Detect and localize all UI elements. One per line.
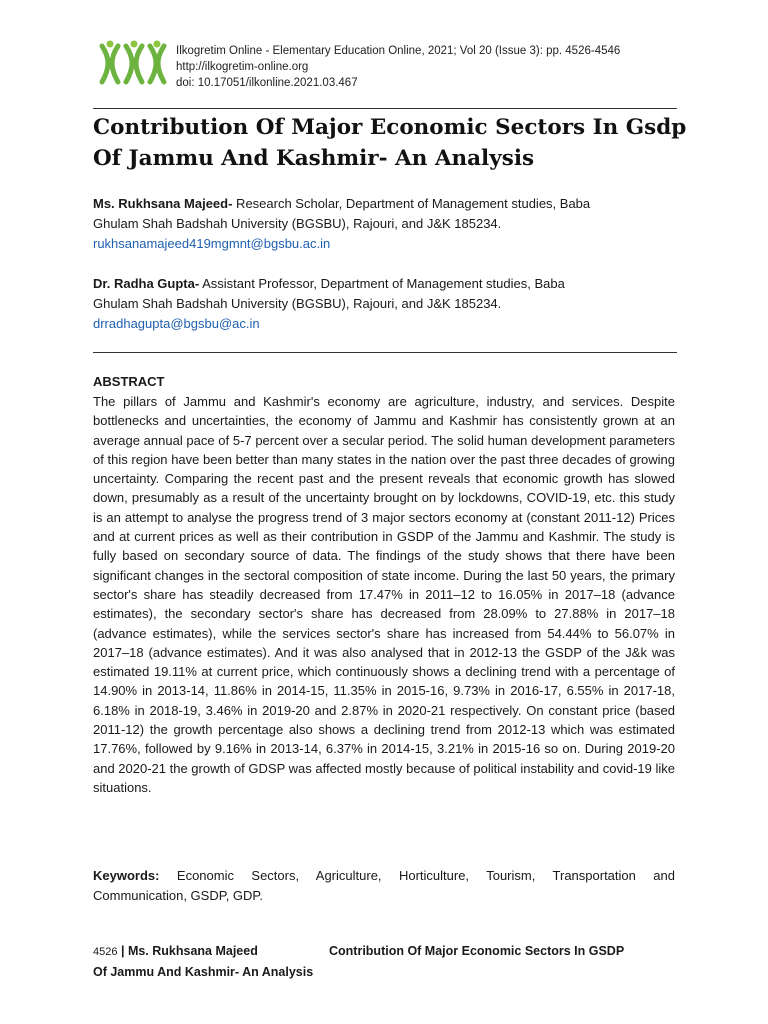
author-email-link[interactable]: rukhsanamajeed419mgmnt@bgsbu.ac.in	[93, 236, 331, 251]
keywords-label: Keywords:	[93, 868, 160, 883]
journal-header	[176, 43, 620, 91]
author-affiliation: Research Scholar, Department of Management studies, Baba	[232, 196, 591, 211]
paper-title	[93, 112, 693, 174]
keywords-paragraph	[93, 866, 675, 905]
author-block-2	[93, 274, 677, 334]
page-footer	[93, 941, 677, 982]
journal-url[interactable]: http://ilkogretim-online.org	[176, 61, 309, 73]
footer-author: Ms. Rukhsana Majeed	[127, 944, 258, 958]
header-divider	[93, 108, 677, 109]
paper-title-line2: Of Jammu And Kashmir- An Analysis	[93, 146, 535, 171]
author-email-link[interactable]: drradhagupta@bgsbu@ac.in	[93, 316, 260, 331]
footer-separator: |	[117, 944, 128, 958]
footer-title-line1: Contribution Of Major Economic Sectors In GSDP	[329, 944, 625, 958]
author-name: Dr. Radha Gupta-	[93, 276, 200, 291]
author-affiliation-cont: Ghulam Shah Badshah University (BGSBU), Rajouri, and J&K 185234.	[93, 216, 502, 231]
footer-title-line2: Of Jammu And Kashmir- An Analysis	[93, 965, 314, 979]
paper-title-line1: Contribution Of Major Economic Sectors In Gsdp	[93, 115, 687, 140]
keywords-text: Economic Sectors, Agriculture, Horticulture, Tourism, Transportation and Communication, GSDP, GDP.	[93, 868, 675, 903]
journal-doi[interactable]: doi: 10.17051/ilkonline.2021.03.467	[176, 77, 358, 89]
author-name: Ms. Rukhsana Majeed-	[93, 196, 233, 211]
author-block-1	[93, 194, 677, 254]
page-number: 4526	[93, 946, 118, 958]
abstract-text: The pillars of Jammu and Kashmir's economy are agriculture, industry, and services. Despite bottlenecks and uncertainties, the economy of Jammu and Kashmir has consistently grown at an average annual pace of 5-7 percent over a secular period. The solid human development parameters of this region have been better than many states in the nation over the past three decades of growing uncertainty. Comparing the recent past and the present reveals that economic growth has slowed down, presumably as a result of the uncertainty brought on by lockdowns, COVID-19, etc. this study is an attempt to analyse the progress trend of 3 major sectors economy at (constant 2011-12) Prices and at current prices as well as their contribution in GSDP of the Jammu and Kashmir. The study is fully based on secondary source of data. The findings of the study shows that there have been significant changes in the sectoral composition of state income. During the last 50 years, the primary sector's share has steadily decreased from 17.47% in 2011–12 to 16.05% in 2017–18 (advance estimates), the secondary sector's share has decreased from 28.09% to 27.88% in 2017–18 (advance estimates), while the services sector's share has increased from 54.44% to 56.07% in 2017–18 (advance estimates). And it was also analysed that in 2012-13 the GSDP of the J&k was estimated 19.11% at current price, which continuously shows a declining trend with a percentage of 14.90% in 2013-14, 11.86% in 2014-15, 11.35% in 2015-16, 9.73% in 2016-17, 6.55% in 2017-18, 6.18% in 2018-19, 3.46% in 2019-20 and 2.87% in 2020-21 respectively. On constant price (based 2011-12) the growth percentage also shows a declining trend from 2012-13 which was estimated 17.76%, followed by 9.16% in 2013-14, 6.37% in 2014-15, 3.21% in 2015-16 so on. During 2019-20 and 2020-21 the growth of GDSP was affected mostly because of political instability and covid-19 like situations.	[93, 394, 675, 795]
abstract-heading: ABSTRACT	[93, 374, 165, 389]
journal-logo-icon	[96, 38, 168, 88]
author-affiliation-cont: Ghulam Shah Badshah University (BGSBU), Rajouri, and J&K 185234.	[93, 296, 502, 311]
author-affiliation: Assistant Professor, Department of Management studies, Baba	[199, 276, 565, 291]
section-divider	[93, 352, 677, 353]
journal-citation: Ilkogretim Online - Elementary Education Online, 2021; Vol 20 (Issue 3): pp. 4526-4546	[176, 45, 621, 57]
